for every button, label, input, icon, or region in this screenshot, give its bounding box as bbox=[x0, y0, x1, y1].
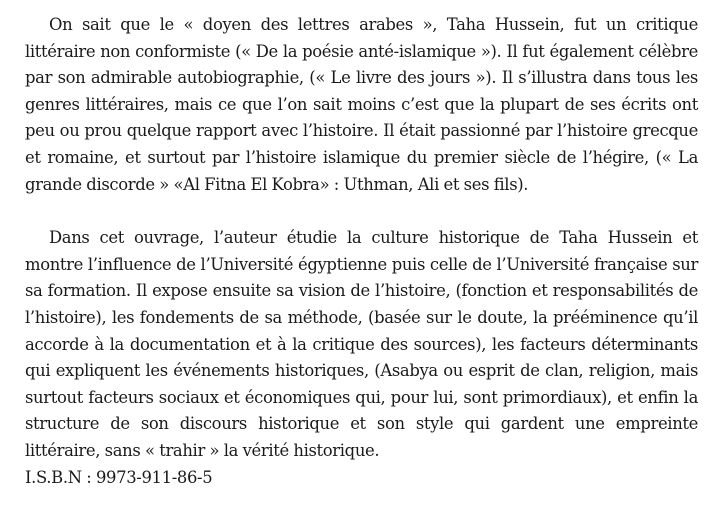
paragraph-intro: On sait que le « doyen des lettres arabes », Taha Hussein, fut un critique littéraire non conformiste (« De la poésie anté-islamique »). Il fut également célèbre par son admirable autobiographie, (« Le livre des jours »). Il s’illustra dans tous les genres littéraires, mais ce que l’on sait moins c’est que la plupart de ses écrits ont peu ou prou quelque rapport avec l’histoire. Il était passionné par l’histoire grecque et romaine, et surtout par l’histoire islamique du premier siècle de l’hégire, (« La grande discorde » «Al Fitna El Kobra» : Uthman, Ali et ses fils). bbox=[25, 15, 698, 194]
document-page bbox=[25, 12, 698, 491]
isbn-line: I.S.B.N : 9973-911-86-5 bbox=[25, 467, 213, 487]
paragraph-summary: Dans cet ouvrage, l’auteur étudie la culture historique de Taha Hussein et montre l’influence de l’Université égyptienne puis celle de l’Université française sur sa formation. Il expose ensuite sa vision de l’histoire, (fonction et responsabilités de l’histoire), les fondements de sa méthode, (basée sur le doute, la prééminence qu’il accorde à la documentation et à la critique des sources), les facteurs déterminants qui expliquent les événements historiques, (Asabya ou esprit de clan, religion, mais surtout facteurs sociaux et économiques qui, pour lui, sont primordiaux), et enfin la structure de son discours historique et son style qui gardent une empreinte littéraire, sans « trahir » la vérité historique. bbox=[25, 228, 698, 460]
paragraph-spacer bbox=[25, 198, 698, 225]
